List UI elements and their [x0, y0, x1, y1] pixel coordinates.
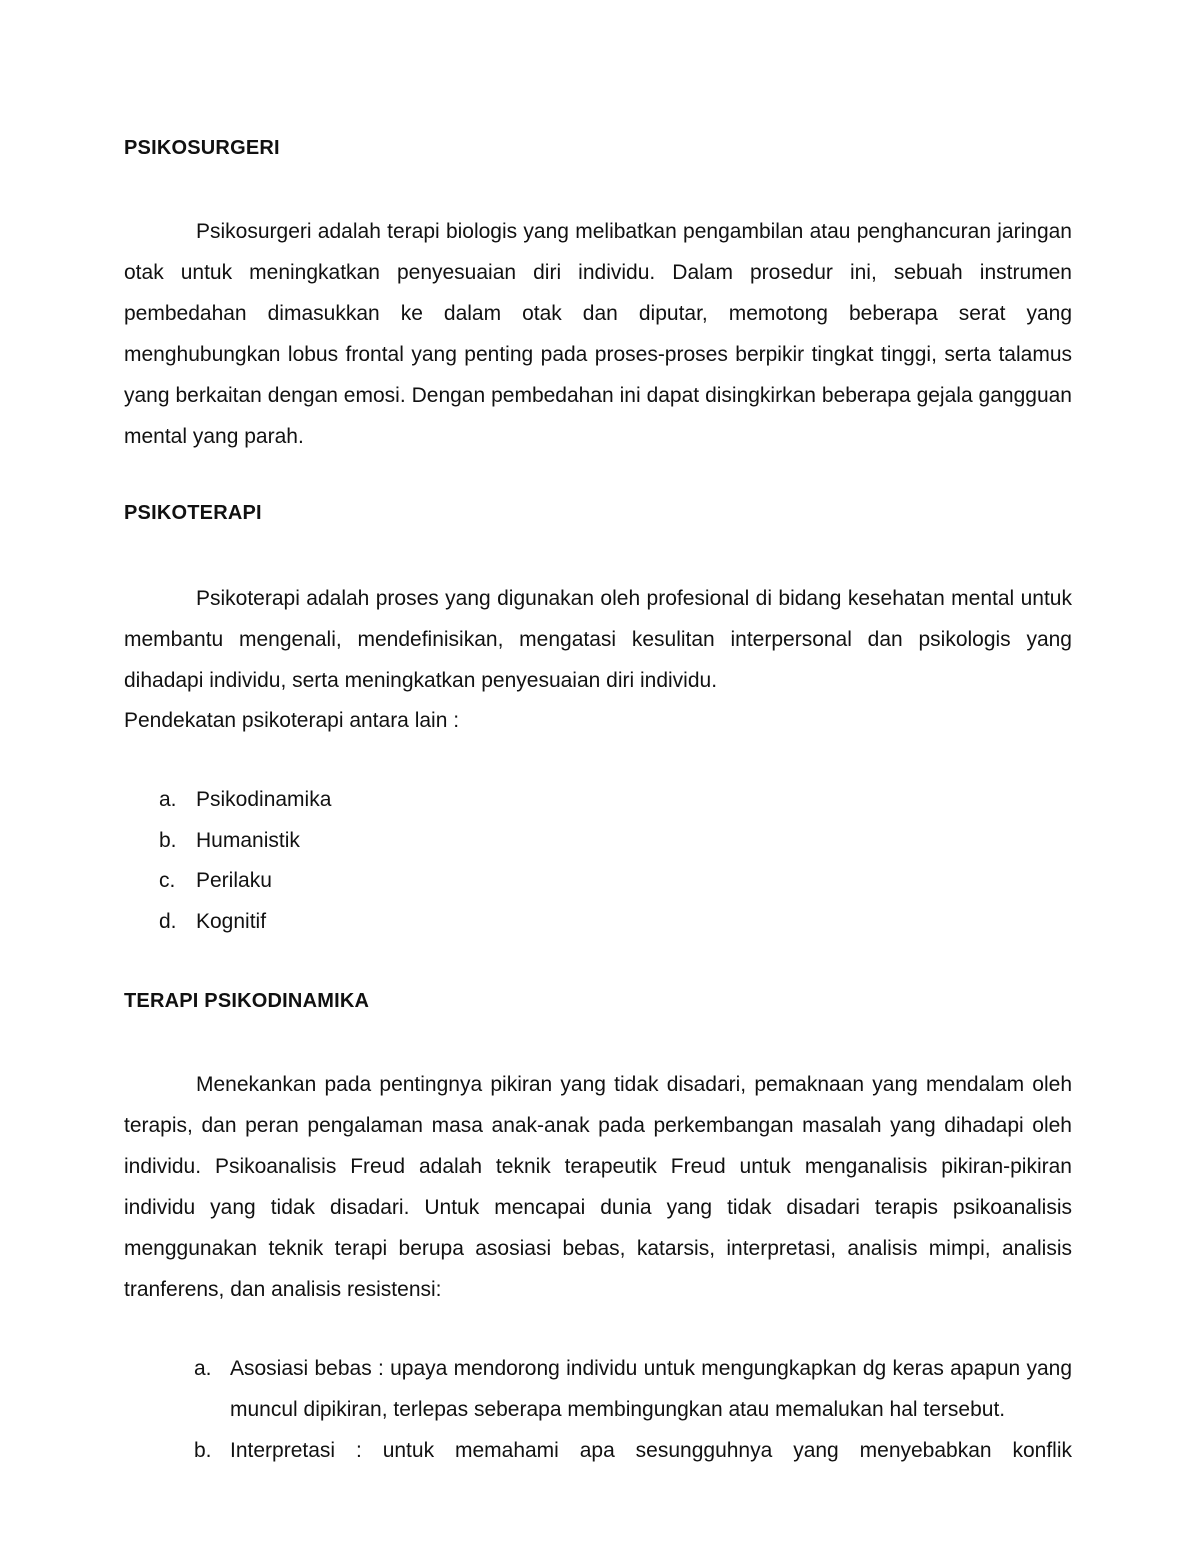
paragraph-terapi-psikodinamika	[124, 1064, 1072, 1310]
list-item	[159, 861, 331, 902]
list-marker: b.	[194, 1439, 212, 1462]
list-item-text: Asosiasi bebas : upaya mendorong individu untuk mengungkapkan dg keras apapun yang muncul dipikiran, terlepas seberapa membingungkan atau memalukan hal tersebut.	[230, 1357, 1072, 1421]
paragraph-psikosurgeri-text: Psikosurgeri adalah terapi biologis yang melibatkan pengambilan atau penghancuran jaringan otak untuk meningkatkan penyesuaian diri individu. Dalam prosedur ini, sebuah instrumen pembedahan dimasukkan ke dalam otak dan diputar, memotong beberapa serat yang menghubungkan lobus frontal yang penting pada proses-proses berpikir tingkat tinggi, serta talamus yang berkaitan dengan emosi. Dengan pembedahan ini dapat disingkirkan beberapa gejala gangguan mental yang parah.	[124, 220, 1072, 448]
list-marker: c.	[159, 869, 176, 892]
approaches-intro: Pendekatan psikoterapi antara lain :	[124, 709, 460, 732]
list-item	[194, 1348, 1072, 1430]
list-marker: b.	[159, 828, 177, 852]
list-item-text: Psikodinamika	[196, 788, 332, 811]
list-marker: a.	[159, 788, 177, 811]
paragraph-terapi-psikodinamika-text: Menekankan pada pentingnya pikiran yang tidak disadari, pemaknaan yang mendalam oleh terapis, dan peran pengalaman masa anak-anak pada perkembangan masalah yang dihadapi oleh individu. Psikoanalisis Freud adalah teknik terapeutik Freud untuk menganalisis pikiran-pikiran individu yang tidak disadari. Untuk mencapai dunia yang tidak disadari terapis psikoanalisis menggunakan teknik terapi berupa asosiasi bebas, katarsis, interpretasi, analisis mimpi, analisis tranferens, dan analisis resistensi:	[124, 1073, 1072, 1301]
list-item-text: Perilaku	[196, 869, 272, 892]
heading-psikoterapi: PSIKOTERAPI	[124, 502, 262, 524]
list-marker: d.	[159, 909, 177, 933]
list-marker: a.	[194, 1357, 212, 1380]
list-item	[159, 902, 331, 943]
approaches-list	[159, 780, 331, 942]
paragraph-psikoterapi-text: Psikoterapi adalah proses yang digunakan oleh profesional di bidang kesehatan mental untuk membantu mengenali, mendefinisikan, mengatasi kesulitan interpersonal dan psikologis yang dihadapi individu, serta meningkatkan penyesuaian diri individu.	[124, 587, 1072, 692]
list-item	[159, 821, 331, 862]
paragraph-psikoterapi	[124, 578, 1072, 701]
heading-psikosurgeri: PSIKOSURGERI	[124, 137, 280, 159]
list-item	[194, 1430, 1072, 1471]
list-item-text: Kognitif	[196, 909, 267, 933]
heading-terapi-psikodinamika: TERAPI PSIKODINAMIKA	[124, 990, 370, 1012]
list-item-text: Humanistik	[196, 828, 300, 852]
paragraph-psikosurgeri	[124, 211, 1072, 457]
list-item	[159, 780, 331, 821]
techniques-list	[194, 1348, 1072, 1471]
list-item-text: Interpretasi : untuk memahami apa sesungguhnya yang menyebabkan konflik	[230, 1439, 1072, 1462]
